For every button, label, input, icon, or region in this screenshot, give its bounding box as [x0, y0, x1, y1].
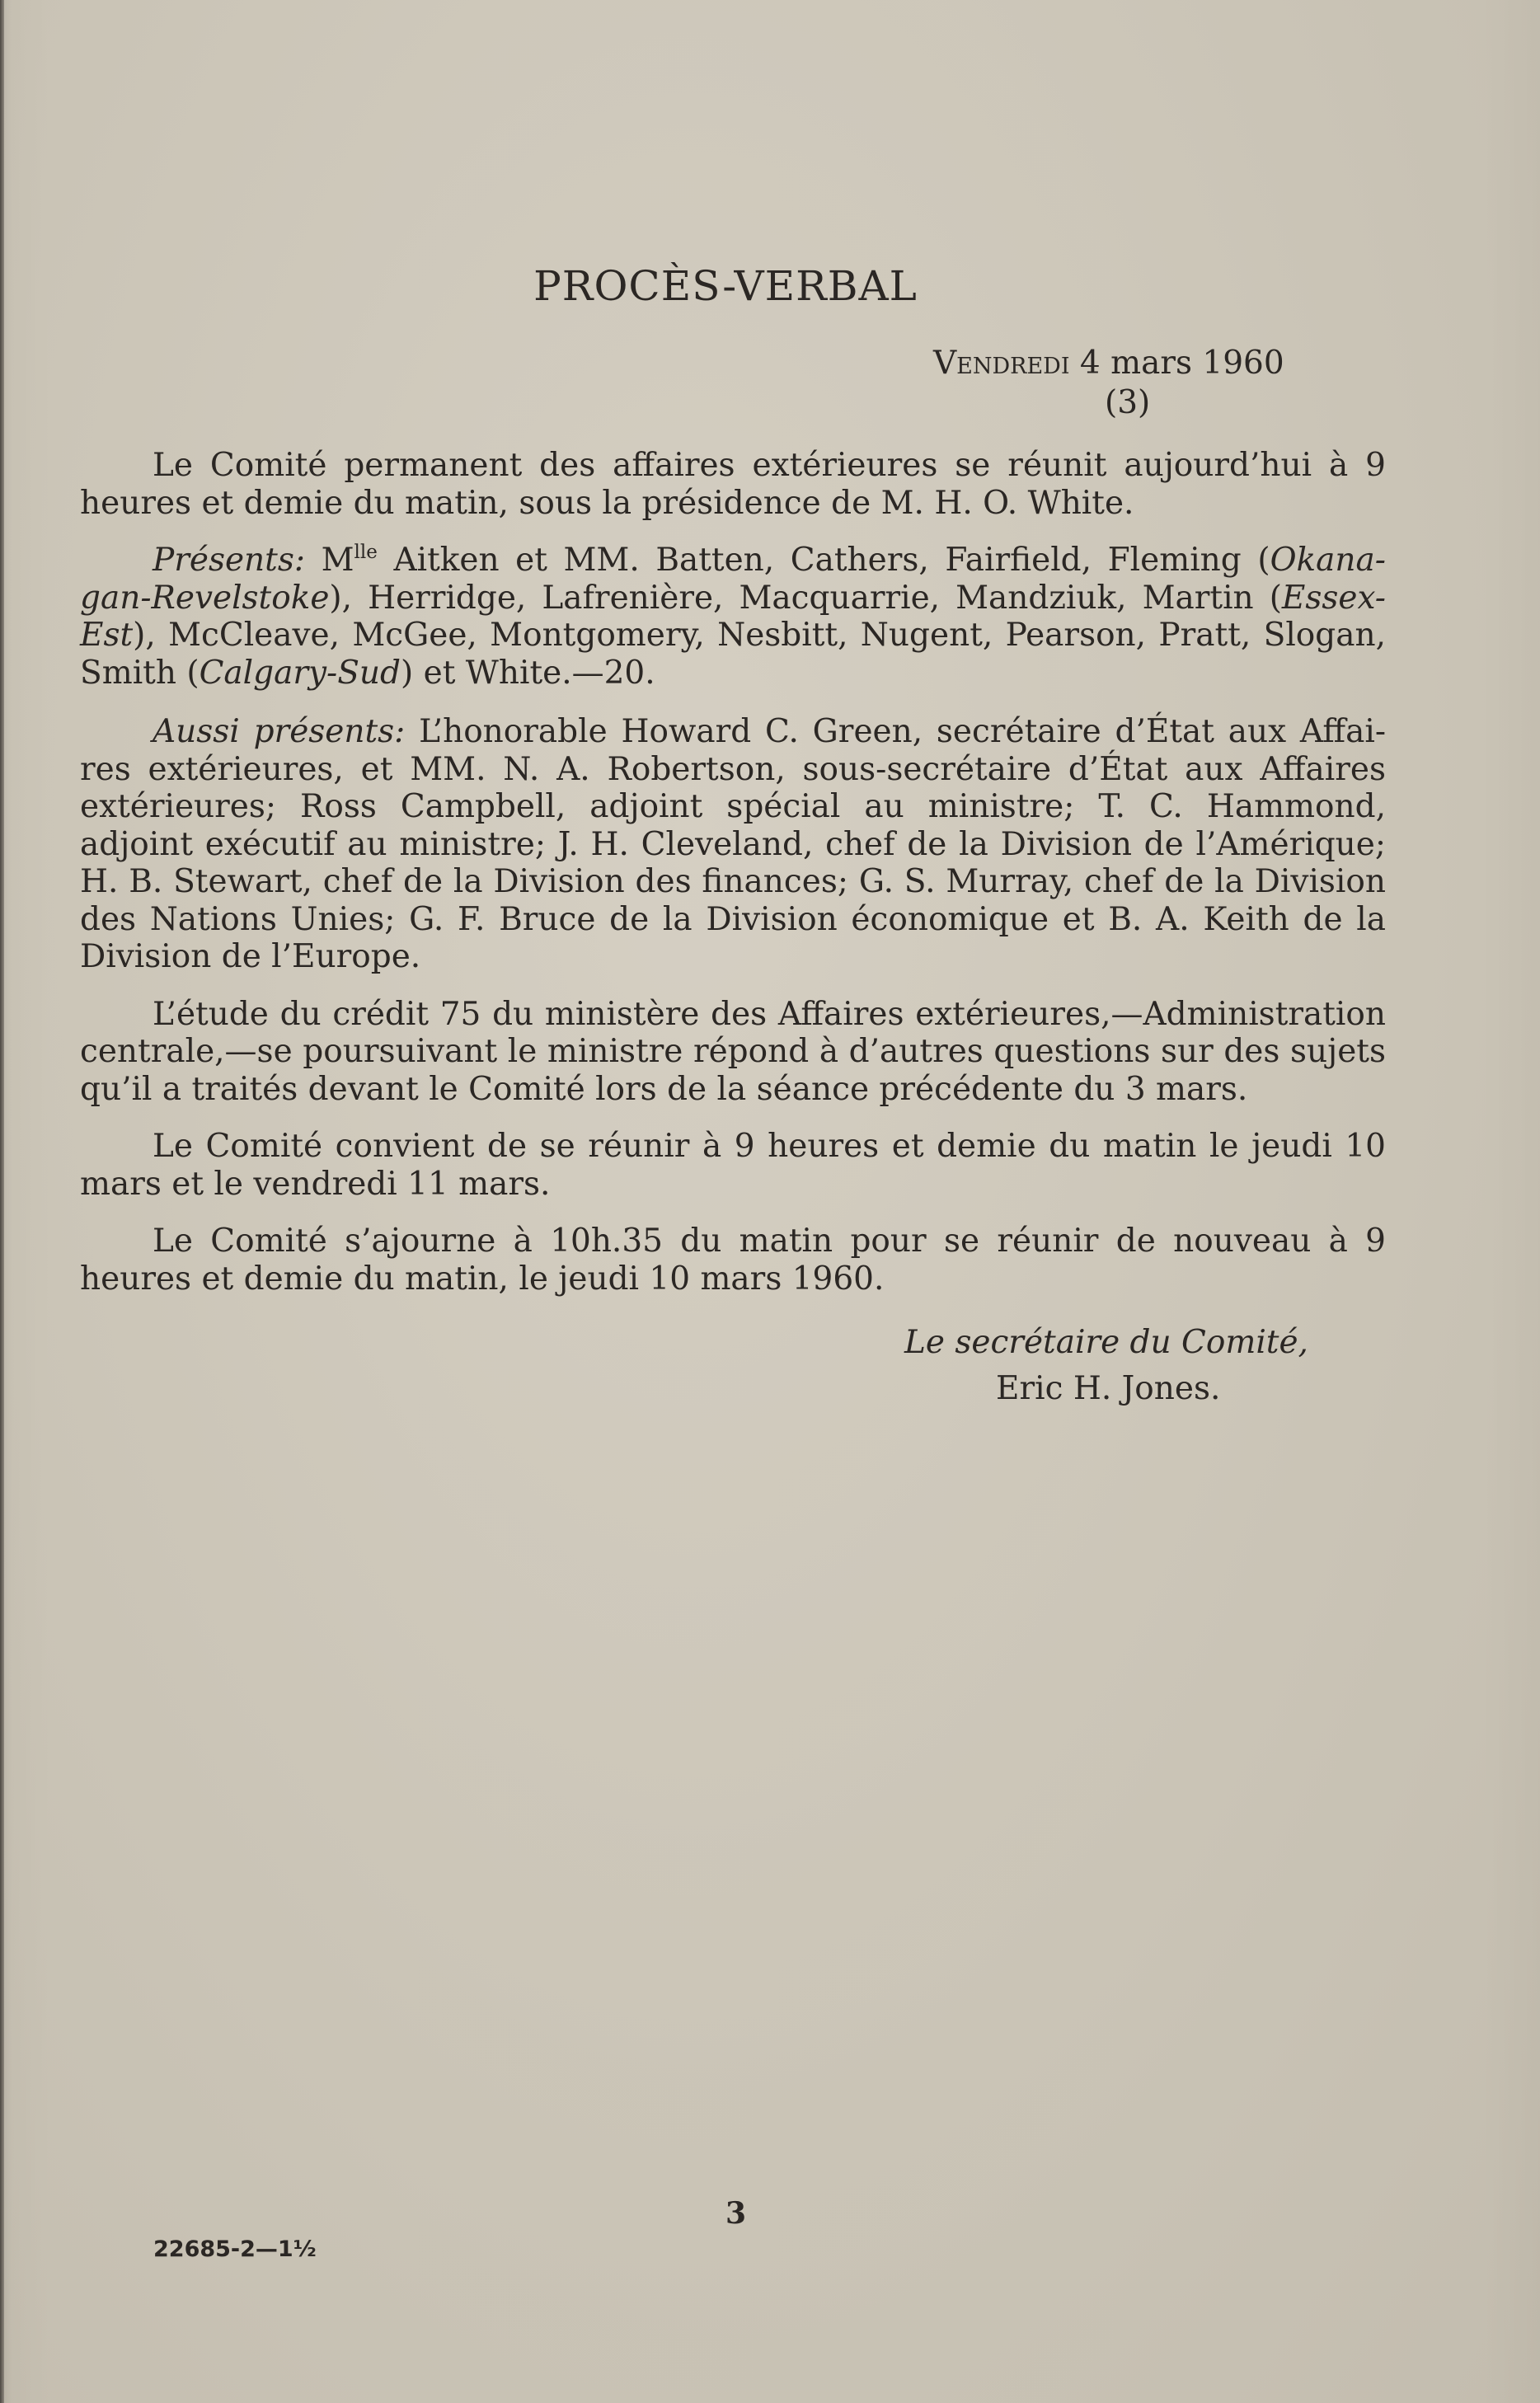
meeting-date-value: 4 mars 1960 [1079, 345, 1284, 382]
opening-paragraph: Le Comité permanent des affaires extérieures se réunit aujourd’hui à 9 heures et demie du matin, sous la présidence de M. H. O. White. [80, 447, 1386, 522]
also-present-label: Aussi présents: [153, 713, 406, 750]
meeting-day: Vendredi [933, 345, 1070, 382]
page-binding-edge [0, 0, 4, 2403]
signature-name: Eric H. Jones. [996, 1370, 1221, 1407]
meeting-number: (3) [1105, 384, 1151, 421]
document-title: PROCÈS-VERBAL [533, 262, 918, 310]
meeting-date [933, 345, 1284, 382]
adjournment-paragraph: Le Comité s’ajourne à 10h.35 du matin pour se réunir de nouveau à 9 heures et demie du matin, le jeudi 10 mars 1960. [80, 1223, 1386, 1298]
members-present-paragraph: Présents: $M^{lle}$ Aitken et MM. Batten, Cathers, Fairfield, Fleming (Okanagan-Revelstoke), Herridge, Lafrenière, Macquarrie, Mandziuk, Martin (Essex-Est), McCleave, McGee, Montgomery, Nesbitt, Nugent, Pearson, Pratt, Slogan, Smith (Calgary-Sud) et White.—20. [80, 542, 1386, 692]
members-present-label: Présents: [153, 542, 306, 579]
print-code: 22685-2—1½ [153, 2236, 317, 2262]
signature-role: Le secrétaire du Comité, [904, 1324, 1308, 1361]
page-number: 3 [725, 2196, 747, 2231]
next-meeting-paragraph: Le Comité convient de se réunir à 9 heures et demie du matin le jeudi 10 mars et le vendredi 11 mars. [80, 1128, 1386, 1203]
study-paragraph: L’étude du crédit 75 du ministère des Affaires extérieures,—Administration centrale,—se poursuivant le ministre répond à d’autres questions sur des sujets qu’il a traités devant le Comité lors de la séance précédente du 3 mars. [80, 995, 1386, 1108]
also-present-paragraph: Aussi présents: L’honorable Howard C. Green, secrétaire d’État aux Affaires extérieures, et MM. N. A. Robertson, sous-secrétaire d’État aux Affaires extérieures; Ross Campbell, adjoint spécial au ministre; T. C. Hammond, adjoint exécutif au ministre; J. H. Cleveland, chef de la Division de l’Amérique; H. B. Stewart, chef de la Division des finances; G. S. Murray, chef de la Division des Nations Unies; G. F. Bruce de la Division économique et B. A. Keith de la Division de l’Europe. [80, 713, 1386, 975]
minutes-body [80, 447, 1386, 1317]
